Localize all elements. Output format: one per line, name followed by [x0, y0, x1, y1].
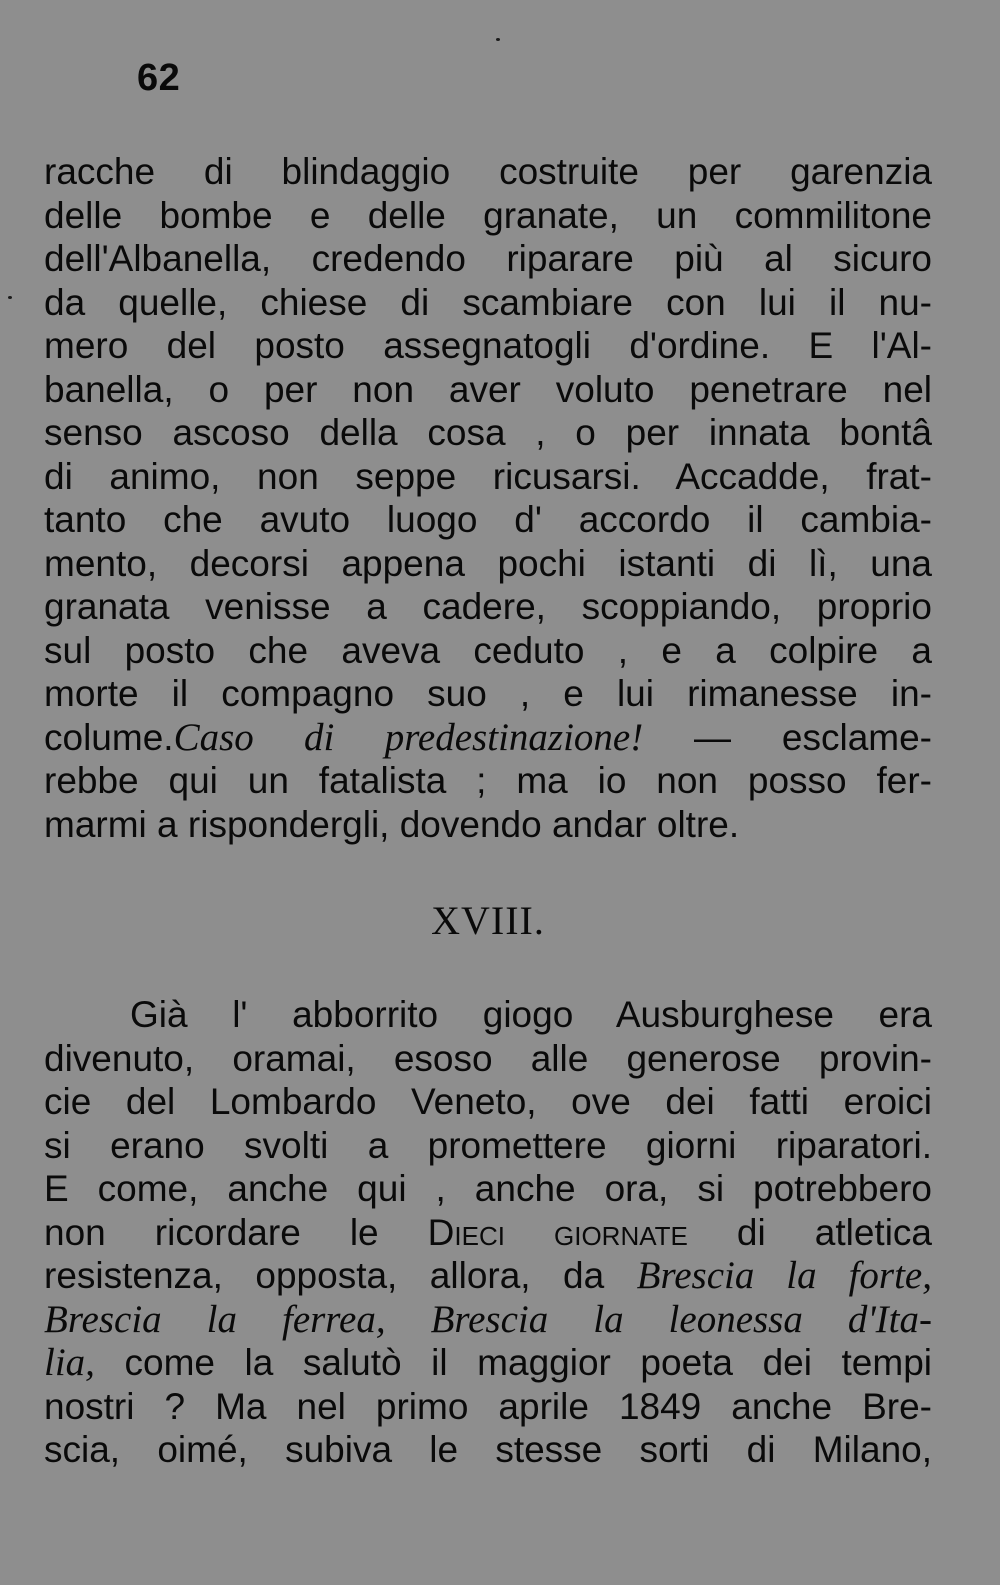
- text-line: cie del Lombardo Veneto, ove dei fatti eroici: [44, 1081, 932, 1122]
- paragraph-2: [44, 993, 932, 1472]
- text-line: di animo, non seppe ricusarsi. Accadde, frat-: [44, 455, 932, 497]
- italic-run: lia,: [44, 1341, 95, 1384]
- text-line: scia, oimé, subiva le stesse sorti di Milano,: [44, 1429, 932, 1470]
- paragraph-1: [44, 150, 932, 846]
- text-line: marmi a rispondergli, dovendo andar oltre.: [44, 803, 740, 845]
- text-line: mento, decorsi appena pochi istanti di lì, una: [44, 542, 932, 584]
- text-line: granata venisse a cadere, scoppiando, proprio: [44, 586, 932, 627]
- text-run: non ricordare le: [44, 1211, 428, 1253]
- text-line: divenuto, oramai, esoso alle generose provin-: [44, 1037, 932, 1079]
- text-line: senso ascoso della cosa , o per innata bontâ: [44, 412, 932, 453]
- smallcaps-run: Dieci giornate: [427, 1211, 688, 1253]
- text-line: morte il compagno suo , e lui rimanesse in-: [44, 673, 932, 714]
- text-line: dell'Albanella, credendo riparare più al sicuro: [44, 238, 932, 279]
- text-line: sul posto che aveva ceduto , e a colpire a: [44, 629, 932, 671]
- text-line: delle bombe e delle granate, un commilitone: [44, 194, 932, 236]
- text-line: rebbe qui un fatalista ; ma io non posso fer-: [44, 760, 932, 801]
- italic-run: Brescia la ferrea, Brescia la leonessa d'Ita-: [44, 1297, 932, 1341]
- text-run: di atletica: [687, 1211, 932, 1253]
- text-line-mixed: [44, 716, 932, 760]
- text-line-mixed: [44, 1341, 932, 1385]
- text-line: Già l' abborrito giogo Ausburghese era: [130, 994, 932, 1035]
- text-line-mixed: [44, 1211, 932, 1255]
- paper-speck: [496, 38, 500, 41]
- text-line: racche di blindaggio costruite per garenzia: [44, 151, 932, 192]
- text-line: tanto che avuto luogo d' accordo il cambia-: [44, 499, 932, 540]
- page-number: 62: [137, 57, 181, 99]
- text-line: nostri ? Ma nel primo aprile 1849 anche Bre-: [44, 1385, 932, 1427]
- text-line-mixed: [44, 1167, 932, 1211]
- text-line: si erano svolti a promettere giorni riparatori.: [44, 1124, 932, 1166]
- text-line: da quelle, chiese di scambiare con lui il nu-: [44, 281, 932, 323]
- section-heading: XVIII.: [431, 898, 545, 943]
- italic-run: Caso di predestinazione!: [173, 715, 644, 759]
- italic-run: Brescia la forte,: [636, 1254, 932, 1297]
- text-line: banella, o per non aver voluto penetrare nel: [44, 368, 932, 410]
- paper-speck: [8, 296, 12, 299]
- text-run: come la salutò il maggior poeta dei tempi: [94, 1342, 932, 1383]
- text-line-mixed: [44, 1254, 932, 1298]
- text-run: E come, anche qui , anche ora, si potrebbero: [44, 1168, 932, 1209]
- text-line-mixed: [44, 1298, 932, 1342]
- text-run: resistenza, opposta, allora, da: [44, 1255, 637, 1296]
- text-run: — esclame-: [643, 716, 932, 758]
- text-run: columе.: [44, 716, 174, 758]
- text-line: mero del posto assegnatogli d'ordine. E l'Al-: [44, 325, 932, 366]
